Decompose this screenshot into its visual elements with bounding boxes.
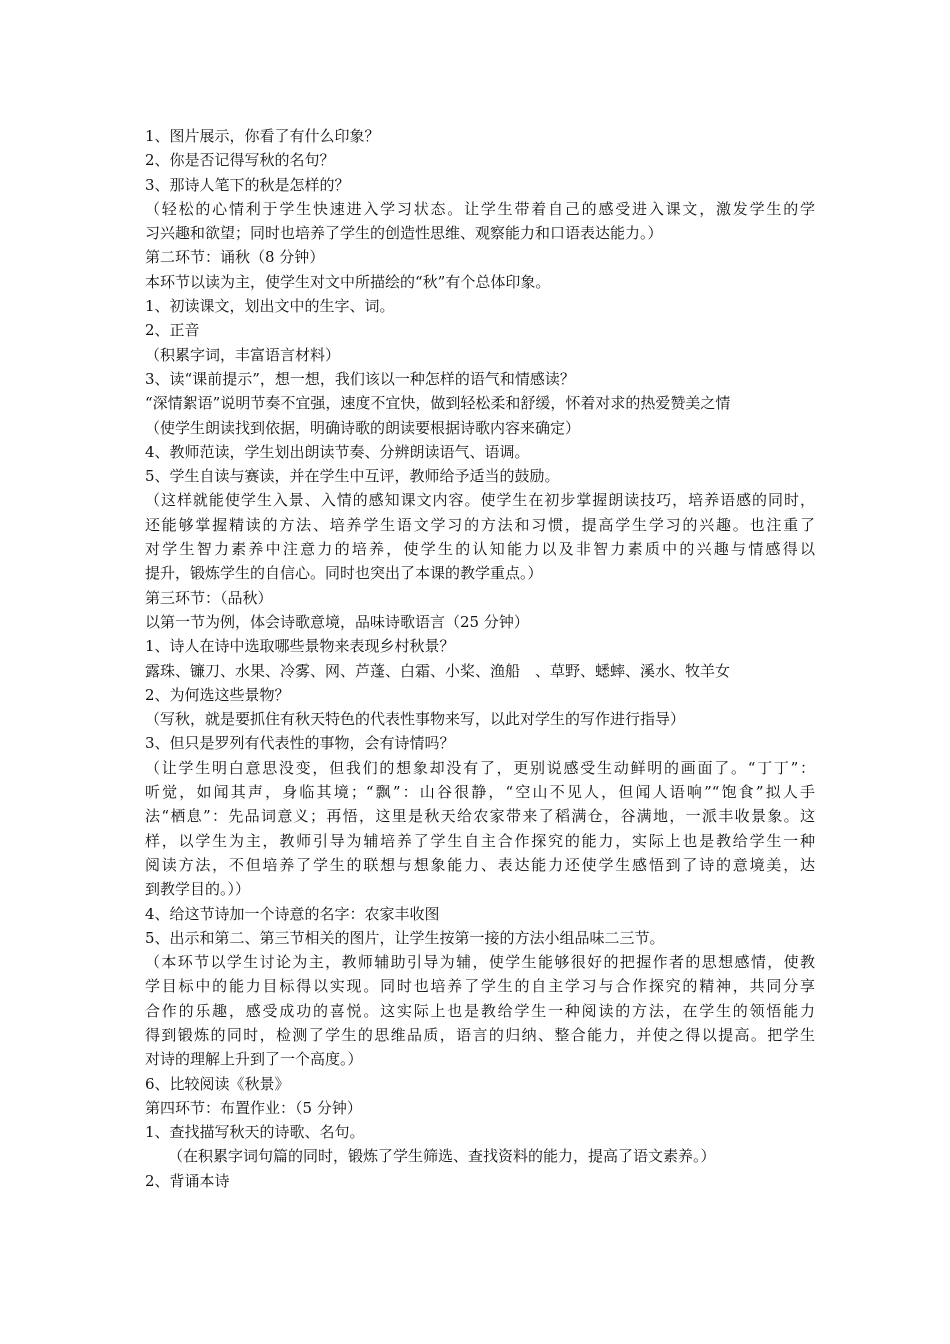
text-line: 第二环节：诵秋（8 分钟）: [145, 248, 325, 267]
text-line: 4、给这节诗加一个诗意的名字：农家丰收图: [145, 904, 440, 923]
text-line: 样，以学生为主，教师引导为辅培养了学生自主合作探究的能力，实际上也是教给学生一种: [145, 831, 815, 850]
text-line: 2、正音: [145, 321, 200, 340]
text-line: 第四环节：布置作业：（5 分钟）: [145, 1098, 362, 1117]
text-line: （这样就能使学生入景、入情的感知课文内容。使学生在初步掌握朗读技巧，培养语感的同时，: [145, 491, 815, 510]
text-line: （写秋，就是要抓住有秋天特色的代表性事物来写，以此对学生的写作进行指导）: [145, 710, 686, 729]
text-line: 6、比较阅读《秋景》: [145, 1074, 290, 1093]
text-line: （积累字词，丰富语言材料）: [145, 345, 341, 364]
text-line: 3、那诗人笔下的秋是怎样的？: [145, 175, 350, 194]
text-line: 习兴趣和欲望；同时也培养了学生的创造性思维、观察能力和口语表达能力。）: [145, 224, 663, 243]
text-line: 1、查找描写秋天的诗歌、名句。: [145, 1123, 365, 1142]
text-line: 5、出示和第二、第三节相关的图片，让学生按第一接的方法小组品味二三节。: [145, 928, 665, 947]
text-line: 2、背诵本诗: [145, 1171, 230, 1190]
text-line: （本环节以学生讨论为主，教师辅助引导为辅，使学生能够很好的把握作者的思想感情，使教: [145, 953, 815, 972]
text-line: 对学生智力素养中注意力的培养，使学生的认知能力以及非智力素质中的兴趣与情感得以: [145, 540, 815, 559]
text-line: 对诗的理解上升到了一个高度。）: [145, 1050, 363, 1069]
text-line: 得到锻炼的同时，检测了学生的思维品质，语言的归纳、整合能力，并使之得以提高。把学生: [145, 1025, 815, 1044]
text-line: 2、你是否记得写秋的名句？: [145, 151, 335, 170]
text-line: （使学生朗读找到依据，明确诗歌的朗读要根据诗歌内容来确定）: [145, 418, 581, 437]
text-line: （在积累字词句篇的同时，锻炼了学生筛选、查找资料的能力，提高了语文素养。）: [168, 1147, 716, 1166]
text-line: 1、图片展示，你看了有什么印象？: [145, 127, 380, 145]
text-line: 露珠、镰刀、水果、冷雾、网、芦蓬、白霜、小桨、渔船 、草野、蟋蟀、溪水、牧羊女: [145, 661, 731, 680]
text-line: 3、但只是罗列有代表性的事物，会有诗情吗？: [145, 734, 455, 753]
text-line: 提升，锻炼学生的自信心。同时也突出了本课的教学重点。）: [145, 564, 543, 583]
text-line: 合作的乐趣，感受成功的喜悦。这实际上也是教给学生一种阅读的方法，在学生的领悟能力: [145, 1001, 815, 1020]
text-line: 法“栖息”：先品词意义；再悟，这里是秋天给农家带来了稻满仓，谷满地，一派丰收景象。这: [145, 807, 815, 826]
text-line: 听觉，如闻其声，身临其境；“飘”：山谷很静，“空山不见人，但闻人语响”“饱食”拟人手: [145, 783, 815, 802]
text-line: 以第一节为例，体会诗歌意境，品味诗歌语言（25 分钟）: [145, 612, 529, 631]
text-line: 3、读“课前提示”，想一想，我们该以一种怎样的语气和情感读？: [145, 369, 575, 388]
text-line: 第三环节：（品秋）: [145, 588, 273, 607]
text-line: 到教学目的。））: [145, 880, 251, 899]
text-line: 1、诗人在诗中选取哪些景物来表现乡村秋景？: [145, 637, 455, 656]
text-line: 阅读方法，不但培养了学生的联想与想象能力、表达能力还使学生感悟到了诗的意境美，达: [145, 855, 815, 874]
text-line: 2、为何选这些景物？: [145, 685, 290, 704]
document-body: [145, 124, 815, 1193]
text-line: 5、学生自读与赛读，并在学生中互评，教师给予适当的鼓励。: [145, 467, 560, 486]
text-line: （让学生明白意思没变，但我们的想象却没有了，更别说感受生动鲜明的画面了。“丁丁”：: [145, 758, 815, 777]
text-line: “深情絮语”说明节奏不宜强，速度不宜快，做到轻松柔和舒缓，怀着对求的热爱赞美之情: [145, 394, 731, 413]
text-line: （轻松的心情利于学生快速进入学习状态。让学生带着自己的感受进入课文，激发学生的学: [145, 199, 815, 218]
text-line: 1、初读课文，划出文中的生字、词。: [145, 297, 395, 316]
text-line: 还能够掌握精读的方法、培养学生语文学习的方法和习惯，提高学生学习的兴趣。也注重了: [145, 515, 815, 534]
text-line: 本环节以读为主，使学生对文中所描绘的“秋”有个总体印象。: [145, 272, 551, 291]
text-line: 4、教师范读，学生划出朗读节奏、分辨朗读语气、语调。: [145, 442, 530, 461]
text-line: 学目标中的能力目标得以实现。同时也培养了学生的自主学习与合作探究的精神，共同分享: [145, 977, 815, 996]
